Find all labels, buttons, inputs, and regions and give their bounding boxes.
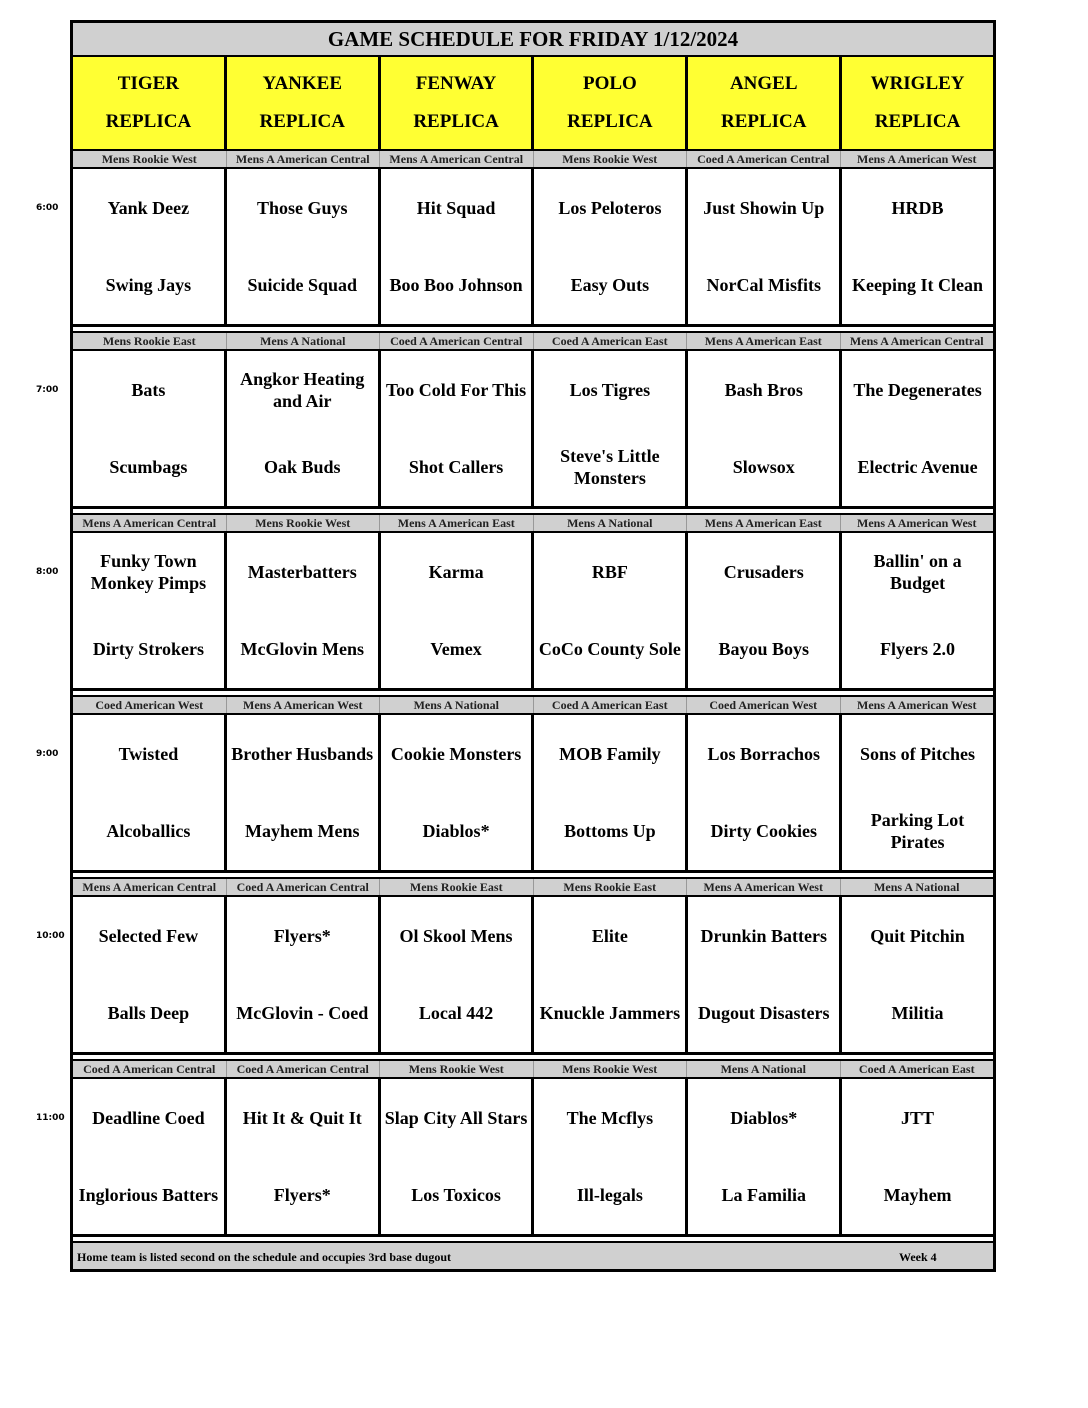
division-label: Mens A American East [687, 333, 841, 349]
away-team: Crusaders [723, 561, 804, 582]
home-team: Bottoms Up [564, 821, 656, 842]
away-team: Twisted [118, 743, 179, 764]
home-team: Mayhem [883, 1185, 952, 1206]
time-label: 8:00 [36, 567, 59, 577]
field-header-yankee [227, 57, 381, 149]
time-label: 6:00 [36, 203, 59, 213]
division-label: Coed American West [687, 697, 841, 713]
field-name: FENWAY [415, 73, 497, 94]
home-team: Vemex [430, 639, 482, 660]
field-header-wrigley [842, 57, 993, 149]
home-team: Flyers* [273, 1185, 331, 1206]
division-label: Mens A American Central [380, 151, 534, 167]
home-team: Diablos* [422, 821, 490, 842]
field-type: REPLICA [874, 111, 961, 132]
away-team: Too Cold For This [385, 379, 527, 400]
game-cell [842, 897, 993, 1052]
game-cell [381, 169, 535, 324]
away-team: Just Showin Up [703, 197, 825, 218]
game-cell [534, 1079, 688, 1234]
division-label: Mens A American West [227, 697, 381, 713]
field-header-tiger [73, 57, 227, 149]
time-label: 10:00 [36, 931, 65, 941]
week-label: Week 4 [899, 1250, 937, 1264]
home-team: La Familia [721, 1185, 806, 1206]
game-cell [688, 897, 842, 1052]
division-label: Mens A American East [687, 515, 841, 531]
game-cell [227, 897, 381, 1052]
time-slot-row [73, 1079, 993, 1237]
field-name: POLO [582, 73, 637, 94]
home-team: Shot Callers [408, 457, 504, 478]
division-label: Coed A American East [858, 1062, 975, 1076]
division-label: Mens A National [380, 697, 534, 713]
home-team: Steve's Little Monsters [560, 446, 660, 489]
field-header-fenway [381, 57, 535, 149]
away-team: HRDB [891, 197, 944, 218]
away-team: JTT [901, 1107, 935, 1128]
away-team: Los Tigres [569, 379, 651, 400]
away-team: Hit It & Quit It [242, 1107, 362, 1128]
field-type: REPLICA [413, 111, 499, 132]
division-label: Mens A American West [857, 698, 977, 712]
division-label: Coed A American Central [227, 879, 381, 895]
game-cell [73, 715, 227, 870]
home-team: Boo Boo Johnson [389, 275, 523, 296]
division-label: Mens Rookie East [380, 879, 534, 895]
away-team: Selected Few [98, 925, 199, 946]
division-label: Mens Rookie West [380, 1061, 534, 1077]
division-label: Mens A American West [857, 152, 977, 166]
game-cell [534, 715, 688, 870]
division-label: Mens A American Central [849, 334, 984, 348]
away-team: Ballin' on a Budget [873, 550, 962, 593]
game-cell [73, 897, 227, 1052]
game-cell [688, 351, 842, 506]
game-cell [534, 351, 688, 506]
away-team: The Mcflys [566, 1107, 654, 1128]
game-cell [227, 169, 381, 324]
home-team: Suicide Squad [247, 275, 358, 296]
division-label: Mens A American Central [227, 151, 381, 167]
home-team: Slowsox [732, 457, 795, 478]
game-cell [227, 351, 381, 506]
away-team: Slap City All Stars [384, 1107, 528, 1128]
division-row [73, 513, 993, 533]
away-team: Deadline Coed [92, 1107, 205, 1128]
field-type: REPLICA [259, 111, 345, 132]
time-label: 9:00 [36, 749, 59, 759]
time-label: 7:00 [36, 385, 59, 395]
division-label: Mens A National [534, 515, 688, 531]
away-team: Flyers* [273, 925, 331, 946]
division-label: Coed A American Central [227, 1061, 381, 1077]
home-team: Swing Jays [105, 275, 192, 296]
division-label: Mens A National [227, 333, 381, 349]
game-cell [227, 715, 381, 870]
game-cell [842, 1079, 993, 1234]
division-label: Mens A American Central [73, 879, 227, 895]
field-name: TIGER [117, 73, 180, 94]
game-cell [688, 169, 842, 324]
division-label: Mens A American Central [73, 515, 227, 531]
footer [73, 1241, 993, 1269]
division-row [73, 331, 993, 351]
away-team: RBF [591, 561, 628, 582]
division-label: Mens A National [687, 1061, 841, 1077]
away-team: Cookie Monsters [390, 743, 522, 764]
away-team: Los Peloteros [558, 197, 662, 218]
division-label: Mens A American West [687, 879, 841, 895]
field-header-angel [688, 57, 842, 149]
division-row [73, 149, 993, 169]
division-row [73, 877, 993, 897]
home-team: Inglorious Batters [78, 1185, 219, 1206]
home-team: Dugout Disasters [697, 1003, 830, 1024]
time-slot-row [73, 351, 993, 509]
game-cell [688, 1079, 842, 1234]
time-slot-row [73, 169, 993, 327]
game-cell [73, 351, 227, 506]
home-team: McGlovin Mens [240, 639, 364, 660]
away-team: Hit Squad [416, 197, 496, 218]
division-label: Mens A National [874, 880, 960, 894]
away-team: Karma [428, 561, 484, 582]
away-team: MOB Family [559, 743, 661, 764]
home-team: Balls Deep [107, 1003, 190, 1024]
game-cell [73, 533, 227, 688]
game-cell [842, 533, 993, 688]
game-cell [381, 897, 535, 1052]
division-label: Mens Rookie West [534, 151, 688, 167]
time-label: 11:00 [36, 1113, 65, 1123]
field-type: REPLICA [720, 111, 807, 132]
home-team: CoCo County Sole [538, 639, 681, 660]
game-cell [688, 715, 842, 870]
away-team: Sons of Pitches [860, 743, 976, 764]
away-team: Bash Bros [724, 379, 803, 400]
home-team: Knuckle Jammers [539, 1003, 681, 1024]
home-team: Scumbags [109, 457, 188, 478]
game-cell [534, 533, 688, 688]
time-slot-row [73, 533, 993, 691]
game-cell [73, 169, 227, 324]
field-type: REPLICA [567, 111, 653, 132]
away-team: Quit Pitchin [870, 925, 965, 946]
away-team: Drunkin Batters [700, 925, 827, 946]
division-label: Coed A American Central [687, 151, 841, 167]
division-label: Mens A American East [380, 515, 534, 531]
division-label: Mens Rookie East [534, 879, 688, 895]
home-team: Parking Lot Pirates [870, 810, 965, 853]
division-label: Mens Rookie West [534, 1061, 688, 1077]
game-cell [381, 1079, 535, 1234]
game-cell [227, 1079, 381, 1234]
home-team: McGlovin - Coed [236, 1003, 369, 1024]
game-cell [73, 1079, 227, 1234]
home-team: Easy Outs [570, 275, 650, 296]
home-team: Dirty Strokers [92, 639, 204, 660]
away-team: Yank Deez [107, 197, 190, 218]
division-label: Coed A American Central [380, 333, 534, 349]
division-label: Mens Rookie West [227, 515, 381, 531]
game-cell [688, 533, 842, 688]
home-team: Keeping It Clean [852, 275, 984, 296]
away-team: Masterbatters [247, 561, 357, 582]
game-cell [227, 533, 381, 688]
game-cell [381, 533, 535, 688]
field-name: YANKEE [262, 73, 343, 94]
home-team: Electric Avenue [857, 457, 978, 478]
division-label: Mens A American West [857, 516, 977, 530]
field-name: WRIGLEY [870, 73, 965, 94]
away-team: Diablos* [730, 1107, 798, 1128]
home-team: Los Toxicos [411, 1185, 501, 1206]
division-label: Coed A American East [534, 697, 688, 713]
game-cell [381, 715, 535, 870]
field-type: REPLICA [105, 111, 192, 132]
game-cell [534, 897, 688, 1052]
away-team: The Degenerates [853, 379, 982, 400]
game-cell [381, 351, 535, 506]
division-row [73, 1059, 993, 1079]
division-label: Mens Rookie East [73, 333, 227, 349]
away-team: Those Guys [256, 197, 348, 218]
field-name: ANGEL [729, 73, 798, 94]
page-title: GAME SCHEDULE FOR FRIDAY 1/12/2024 [73, 23, 993, 57]
away-team: Bats [131, 379, 166, 400]
away-team: Funky Town Monkey Pimps [90, 550, 207, 593]
home-team: NorCal Misfits [706, 275, 821, 296]
home-team: Alcoballics [106, 821, 191, 842]
field-header-row [73, 57, 993, 149]
home-team: Ill-legals [576, 1185, 643, 1206]
game-cell [842, 169, 993, 324]
time-slot-row [73, 897, 993, 1055]
away-team: Elite [591, 925, 628, 946]
home-team: Oak Buds [263, 457, 341, 478]
home-team: Local 442 [418, 1003, 494, 1024]
game-cell [534, 169, 688, 324]
game-cell [842, 715, 993, 870]
away-team: Los Borrachos [707, 743, 820, 764]
away-team: Angkor Heating and Air [240, 368, 365, 411]
division-label: Coed A American East [534, 333, 688, 349]
footer-note: Home team is listed second on the schedule and occupies 3rd base dugout [77, 1250, 452, 1264]
home-team: Flyers 2.0 [880, 639, 956, 660]
home-team: Bayou Boys [718, 639, 809, 660]
home-team: Militia [891, 1003, 944, 1024]
division-row [73, 695, 993, 715]
division-label: Mens Rookie West [73, 151, 227, 167]
home-team: Dirty Cookies [710, 821, 817, 842]
away-team: Brother Husbands [231, 743, 374, 764]
time-slot-row [73, 715, 993, 873]
field-header-polo [534, 57, 688, 149]
home-team: Mayhem Mens [245, 821, 360, 842]
division-label: Coed A American Central [73, 1061, 227, 1077]
away-team: Ol Skool Mens [399, 925, 513, 946]
division-label: Coed American West [73, 697, 227, 713]
schedule-sheet [70, 20, 996, 1272]
game-cell [842, 351, 993, 506]
